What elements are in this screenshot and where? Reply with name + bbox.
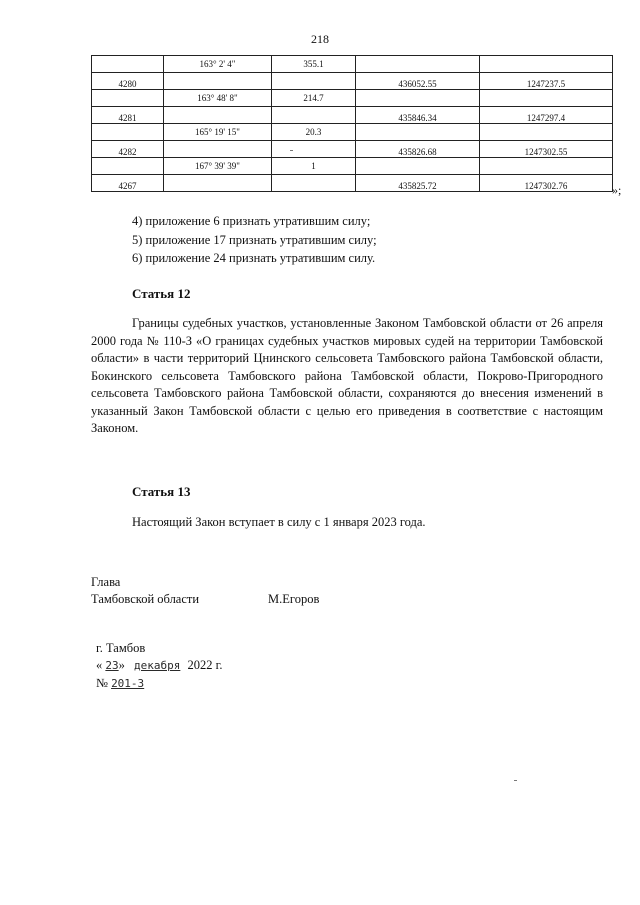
x-cell xyxy=(356,158,480,175)
y-cell: 1247302.76 xyxy=(480,175,613,192)
list-item: 6) приложение 24 признать утратившим силу. xyxy=(132,251,376,265)
length-cell xyxy=(272,175,356,192)
article-12-body: Границы судебных участков, установленные Законом Тамбовской области от 26 апреля 2000 года № 110-З «О границах судебных участков мировых судей на территории Тамбовской области» в части территорий Цнинского сельсовета Тамбовского района Тамбовской области, Бокинского сельсовета Тамбовского района Тамбовской области, Покрово-Пригородного сельсовета Тамбовского района Тамбовской области, сохраняются до внесения изменений в указанный Закон Тамбовской области с целью его приведения в соответствие с настоящим Законом. xyxy=(91,316,603,435)
table-row xyxy=(92,158,613,175)
angle-cell xyxy=(164,141,272,158)
table-row xyxy=(92,124,613,141)
y-cell xyxy=(480,56,613,73)
length-cell xyxy=(272,141,356,158)
point-cell xyxy=(92,90,164,107)
stamp-number xyxy=(96,675,144,692)
coordinates-table xyxy=(91,55,613,192)
y-cell xyxy=(480,158,613,175)
table-row xyxy=(92,90,613,107)
x-cell: 435846.34 xyxy=(356,107,480,124)
law-number: 201-З xyxy=(111,677,145,690)
angle-cell: 163° 48' 8" xyxy=(164,90,272,107)
length-cell: 355.1 xyxy=(272,56,356,73)
x-cell xyxy=(356,124,480,141)
length-cell: 20.3 xyxy=(272,124,356,141)
length-cell: 214.7 xyxy=(272,90,356,107)
angle-cell: 165° 19' 15" xyxy=(164,124,272,141)
point-cell: 4282 xyxy=(92,141,164,158)
article-13-text: Настоящий Закон вступает в силу с 1 января 2023 года. xyxy=(132,515,426,529)
date-day: 23 xyxy=(105,659,119,672)
date-open-quote: « xyxy=(96,658,103,672)
angle-cell: 167° 39' 39" xyxy=(164,158,272,175)
article-12-heading: Статья 12 xyxy=(132,286,191,301)
length-cell: 1 xyxy=(272,158,356,175)
table-row xyxy=(92,73,613,90)
length-cell xyxy=(272,107,356,124)
page-number: 218 xyxy=(311,32,329,46)
point-cell xyxy=(92,56,164,73)
date-month: декабря xyxy=(134,659,181,672)
y-cell: 1247302.55 xyxy=(480,141,613,158)
point-cell: 4267 xyxy=(92,175,164,192)
scan-speck xyxy=(514,780,517,781)
angle-cell xyxy=(164,175,272,192)
point-cell xyxy=(92,158,164,175)
table-row xyxy=(92,175,613,192)
signature-title-2: Тамбовской области xyxy=(91,592,200,606)
number-prefix: № xyxy=(96,676,108,690)
angle-cell xyxy=(164,107,272,124)
table-row xyxy=(92,141,613,158)
x-cell: 435825.72 xyxy=(356,175,480,192)
y-cell xyxy=(480,90,613,107)
list-item: 5) приложение 17 признать утратившим силу; xyxy=(132,233,377,247)
stamp-city: г. Тамбов xyxy=(96,641,146,655)
x-cell xyxy=(356,90,480,107)
x-cell: 435826.68 xyxy=(356,141,480,158)
article-13-heading: Статья 13 xyxy=(132,484,191,499)
date-year: 2022 г. xyxy=(187,658,223,672)
scan-speck xyxy=(290,150,293,151)
point-cell: 4280 xyxy=(92,73,164,90)
length-cell xyxy=(272,73,356,90)
article-12-text xyxy=(91,315,603,438)
list-item: 4) приложение 6 признать утратившим силу; xyxy=(132,214,371,228)
x-cell xyxy=(356,56,480,73)
y-cell xyxy=(480,124,613,141)
table-row xyxy=(92,56,613,73)
point-cell: 4281 xyxy=(92,107,164,124)
point-cell xyxy=(92,124,164,141)
table-row xyxy=(92,107,613,124)
y-cell: 1247297.4 xyxy=(480,107,613,124)
stamp-date xyxy=(96,657,222,674)
angle-cell: 163° 2' 4" xyxy=(164,56,272,73)
table-closing-quote: »; xyxy=(612,183,622,197)
y-cell: 1247237.5 xyxy=(480,73,613,90)
signature-name: М.Егоров xyxy=(268,592,320,606)
angle-cell xyxy=(164,73,272,90)
x-cell: 436052.55 xyxy=(356,73,480,90)
signature-title-1: Глава xyxy=(91,575,121,589)
date-close-quote: » xyxy=(118,658,125,672)
